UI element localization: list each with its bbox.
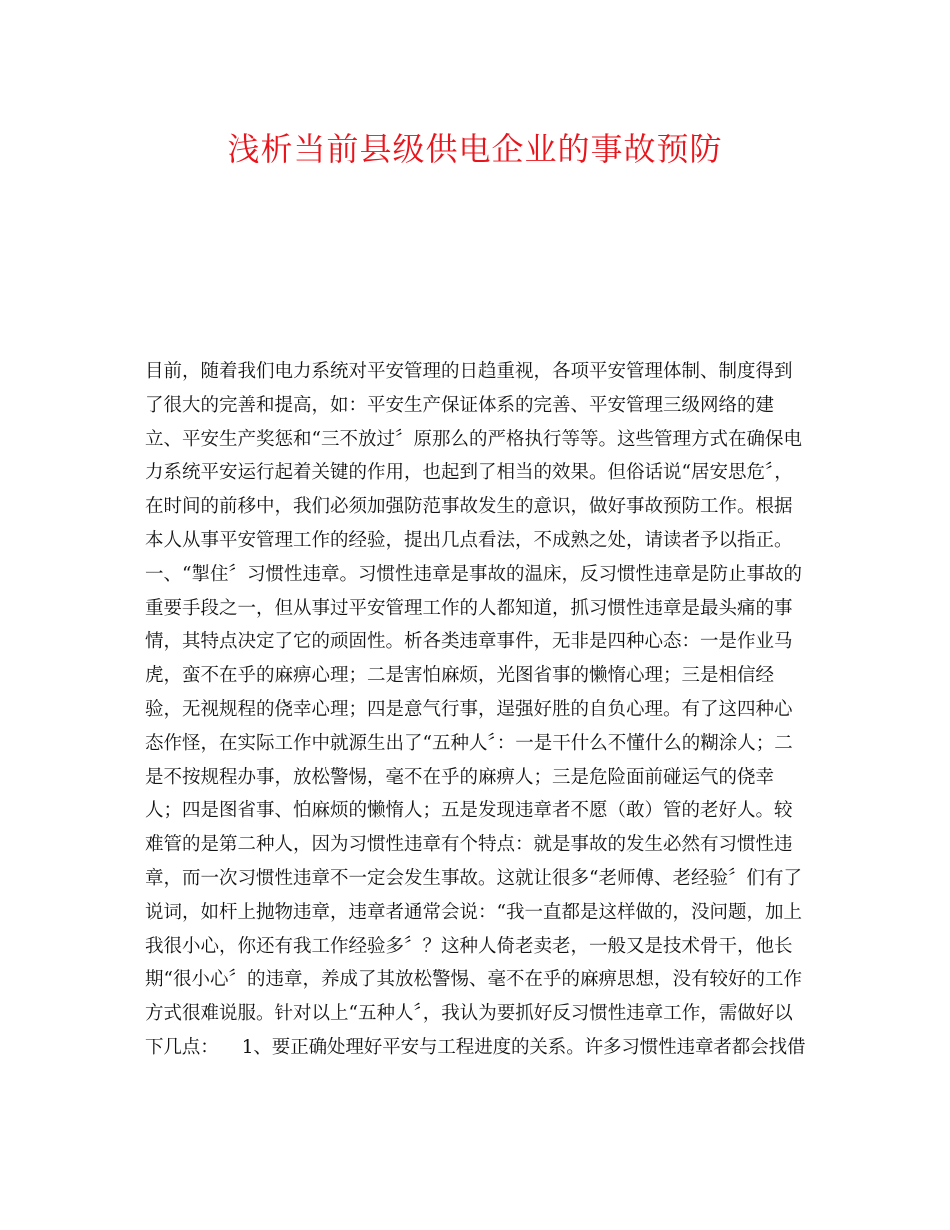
body-line: 在时间的前移中，我们必须加强防范事故发生的意识，做好事故预防工作。根据 (145, 496, 793, 518)
body-line: 方式很难说服。针对以上“五种人〞，我认为要抓好反习惯性违章工作，需做好以 (145, 1003, 793, 1025)
body-line: 我很小心，你还有我工作经验多〞？这种人倚老卖老，一般又是技术骨干，他长 (145, 935, 793, 957)
body-line: 下几点： 1、要正确处理好平安与工程进度的关系。许多习惯性违章者都会找借 (145, 1036, 806, 1058)
body-line: 虎，蛮不在乎的麻痹心理；二是害怕麻烦，光图省事的懒惰心理；三是相信经 (145, 665, 775, 687)
body-line: 本人从事平安管理工作的经验，提出几点看法，不成熟之处，请读者予以指正。 (145, 529, 793, 551)
body-line: 期“很小心〞的违章，养成了其放松警惕、毫不在乎的麻痹思想，没有较好的工作 (145, 969, 802, 991)
body-line: 验，无视规程的侥幸心理；四是意气行事，逞强好胜的自负心理。有了这四种心 (145, 698, 793, 720)
body-line: 情，其特点决定了它的顽固性。析各类违章事件，无非是四种心态：一是作业马 (145, 631, 793, 653)
body-line: 重要手段之一，但从事过平安管理工作的人都知道，抓习惯性违章是最头痛的事 (145, 597, 793, 619)
document-title: 浅析当前县级供电企业的事故预防 (227, 130, 723, 168)
body-line: 人；四是图省事、怕麻烦的懒惰人；五是发现违章者不愿（敢）管的老好人。较 (145, 800, 793, 822)
body-line: 目前，随着我们电力系统对平安管理的日趋重视，各项平安管理体制、制度得到 (145, 361, 793, 382)
body-line: 立、平安生产奖惩和“三不放过〞原那么的严格执行等等。这些管理方式在确保电 (145, 428, 802, 450)
body-line: 态作怪，在实际工作中就源生出了“五种人〞：一是干什么不懂什么的糊涂人；二 (145, 732, 793, 754)
body-line: 力系统平安运行起着关键的作用，也起到了相当的效果。但俗话说“居安思危〞， (145, 462, 793, 484)
body-line: 说词，如杆上抛物违章，违章者通常会说：“我一直都是这样做的，没问题，加上 (145, 901, 802, 923)
body-line: 章，而一次习惯性违章不一定会发生事故。这就让很多“老师傅、老经验〞们有了 (145, 867, 802, 889)
body-line: 是不按规程办事，放松警惕，毫不在乎的麻痹人；三是危险面前碰运气的侥幸 (145, 766, 775, 788)
body-line: 了很大的完善和提高，如：平安生产保证体系的完善、平安管理三级网络的建 (145, 394, 775, 416)
document-body (145, 355, 805, 1065)
body-line: 一、“掣住〞习惯性违章。习惯性违章是事故的温床，反习惯性违章是防止事故的 (145, 563, 802, 585)
body-line: 难管的是第二种人，因为习惯性违章有个特点：就是事故的发生必然有习惯性违 (145, 834, 793, 856)
